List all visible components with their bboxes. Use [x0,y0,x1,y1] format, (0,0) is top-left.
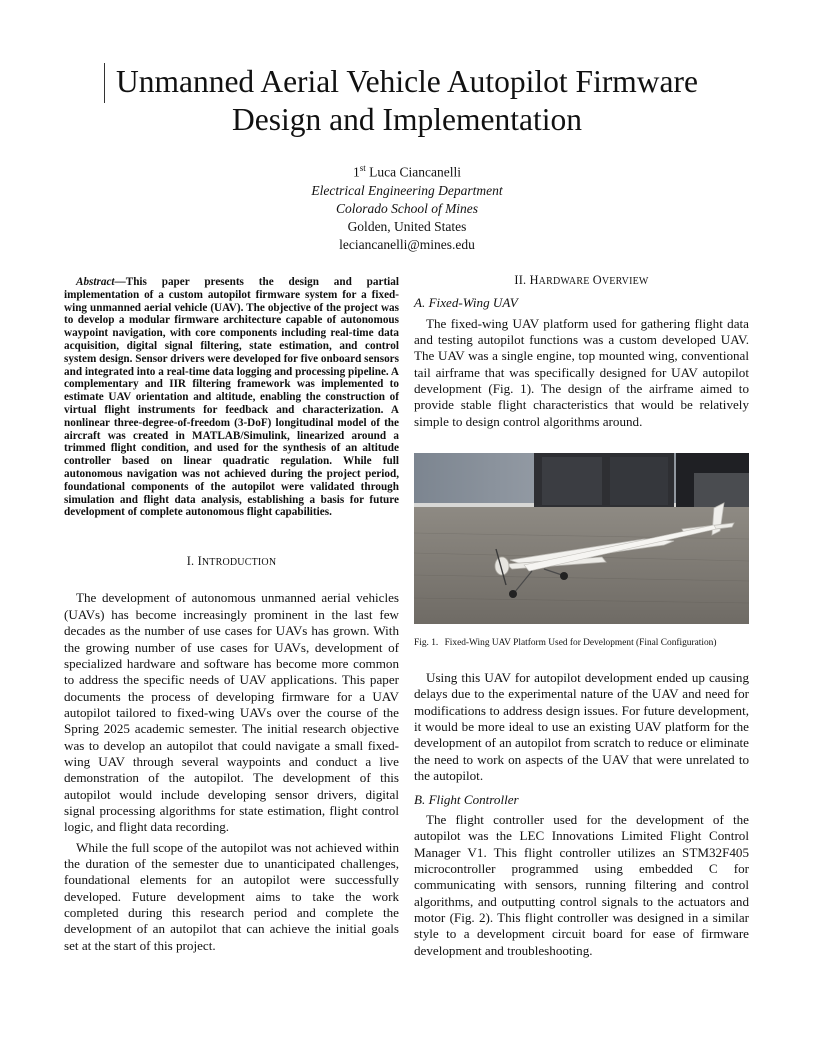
section-heading-hardware-overview [414,272,749,290]
paragraph-after-figure: Using this UAV for autopilot development ended up causing delays due to the experimental nature of the UAV and need for modifications to address design issues. For future development, it would be more ideal to use an existing UAV platform for the development of an autopilot from scratch to reduce or eliminate the need to work on aspects of the UAV that were unrelated to the autopilot. [414,670,749,784]
author-block [200,159,614,254]
section-title-rest: NTRODUCTION [201,557,277,569]
figure-uav-photo [414,453,749,624]
section-title-rest-b: VERVIEW [601,276,649,287]
right-column [414,272,749,959]
author-location: Golden, United States [347,218,467,234]
author-institution: Colorado School of Mines [335,200,479,216]
title-line-1: Unmanned Aerial Vehicle Autopilot Firmware [115,64,699,99]
abstract: Abstract—This paper presents the design and partial implementation of a custom autopilot firmware system for a fixed-wing unmanned aerial vehicle (UAV). The objective of the project was to develop a modular firmware architecture capable of autonomous waypoint navigation, with core components including real-time data acquisition, digital signal filtering, state estimation, and control system design. Sensor drivers were developed for five onboard sensors and integrated into a real-time data logging and processing pipeline. A complementary and IIR filtering framework was implemented to estimate UAV orientation and altitude, enabling the construction of virtual flight instruments for feedback and characterization. A nonlinear three-degree-of-freedom (3-DoF) longitudinal model of the aircraft was created in MATLAB/Simulink, linearized around a trimmed flight condition, and used for the synthesis of an altitude controller based on linear quadratic regulation. While full autonomous navigation was not achieved during the project period, foundational components of the autopilot were validated through simulation and flight data analysis, establishing a basis for future development of complete autonomous flight capabilities. [64,276,399,519]
uav-photo-illustration [414,453,749,624]
author-department: Electrical Engineering Department [311,182,503,198]
author-email[interactable]: leciancanelli@mines.edu [339,236,475,252]
subsection-label: B. [414,791,426,807]
section-title-initial-a: H [529,273,539,287]
section-title-initial: I [197,554,202,569]
intro-paragraph-2: While the full scope of the autopilot was not achieved within the duration of the semester due to unanticipated challenges, foundational elements for an autopilot were successfully developed. Future development aims to take the work completed during this research period and complete the development of an autopilot that can achieve the initial goals set at the start of this project. [64,839,399,953]
subsection-title: Fixed-Wing UAV [428,295,518,311]
section-title-rest-a: ARDWARE [538,276,590,287]
figure-caption-text: Fixed-Wing UAV Platform Used for Development (Final Configuration) [444,638,717,649]
author-name-line [200,159,614,182]
section-title-initial-b: O [592,273,602,287]
flight-controller-paragraph: The flight controller used for the development of the autopilot was the LEC Innovations Limited Flight Control Manager V1. This flight controller utilizes an STM32F405 microcontroller programmed using embedded C for communicating with sensors, running filtering and control algorithms, and outputting control signals to the actuators and motor (Fig. 2). This flight controller was designed in a similar style to a development circuit board for ease of firmware development and troubleshooting. [414,811,749,958]
subsection-title: Flight Controller [428,791,519,807]
author-ordinal: 1 [353,164,360,180]
intro-paragraph-1: The development of autonomous unmanned aerial vehicles (UAVs) has become increasingly prominent in the last few decades as the number of use cases for UAVs has grown. With the growing number of use cases for UAVs, development of specialized hardware and software has become more common to address the specific needs of UAV applications. This paper documents the process of developing firmware for a UAV autopilot tailored to fixed-wing UAVs over the course of the Spring 2025 academic semester. The initial research objective was to develop an autopilot that could navigate a small fixed-wing UAV through several waypoints and conduct a live demonstration of the autopilot. The development of this autopilot would include developing sensor drivers, digital signal processing algorithms for state estimation, flight control logic, and flight data recording. [64,590,399,835]
paper-title [80,63,734,139]
section-numeral: II. [514,273,527,287]
subsection-heading-fixed-wing [414,295,749,311]
fixed-wing-paragraph: The fixed-wing UAV platform used for gathering flight data and testing autopilot functions was a custom developed UAV. The UAV was a single engine, top mounted wing, conventional tail airframe that was specifically designed for UAV autopilot development (Fig. 1). The design of the airframe aimed to provide stable flight characteristics that would be relatively simple to design control algorithms around. [414,315,749,429]
subsection-label: A. [414,295,426,311]
section-heading-introduction [64,553,399,571]
figure-label: Fig. 1. [414,638,439,649]
section-numeral: I. [186,554,195,569]
title-line-2: Design and Implementation [232,102,582,137]
subsection-heading-flight-controller [414,792,749,808]
author-name: Luca Ciancanelli [369,164,461,180]
author-ordinal-suffix: st [359,163,366,173]
abstract-label: Abstract [76,276,115,288]
abstract-text: This paper presents the design and partial implementation of a custom autopilot firmware system for a fixed-wing unmanned aerial vehicle (UAV). The objective of the project was to develop a modular firmware architecture capable of autonomous waypoint navigation, with core components including real-time data acquisition, digital signal filtering, state estimation, and control system design. Sensor drivers were developed for five onboard sensors and integrated into a real-time data logging and processing pipeline. A complementary and IIR filtering framework was implemented to estimate UAV orientation and altitude, enabling the construction of virtual flight instruments for feedback and characterization. A nonlinear three-degree-of-freedom (3-DoF) longitudinal model of the aircraft was created in MATLAB/Simulink, linearized around a trimmed flight condition, and used for the synthesis of an altitude controller based on linear quadratic regulation. While full autonomous navigation was not achieved during the project period, foundational components of the autopilot were validated through simulation and flight data analysis, establishing a basis for future development of complete autonomous flight capabilities. [64,276,399,519]
figure-1-caption [414,638,749,649]
left-column [64,276,399,954]
